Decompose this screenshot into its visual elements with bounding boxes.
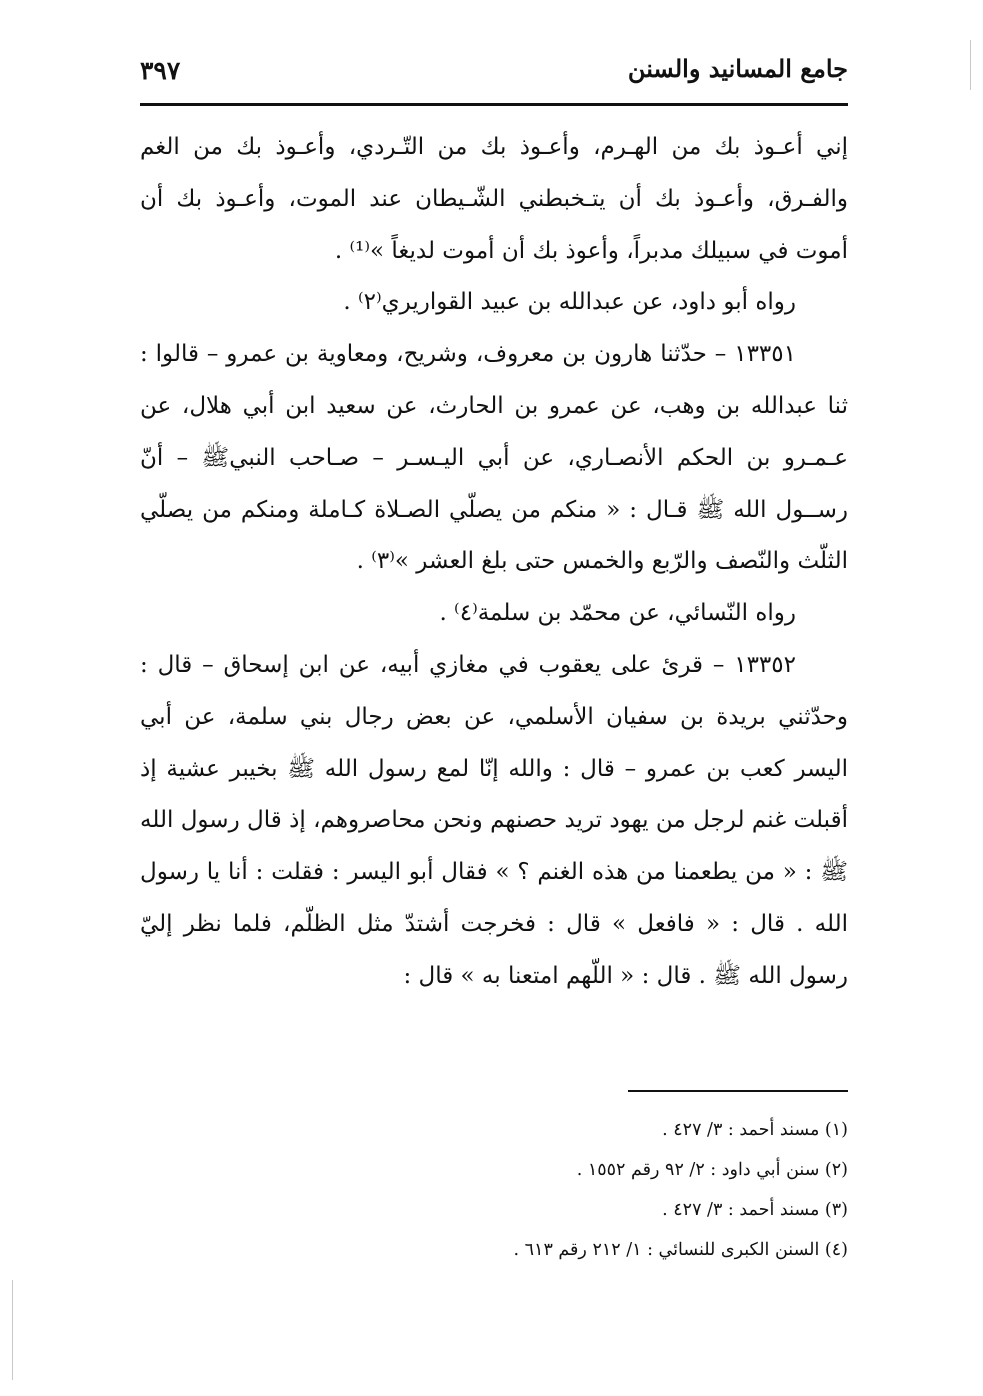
footnote-separator — [628, 1090, 848, 1092]
main-text — [140, 122, 848, 1003]
footnote-2: (٢) سنن أبي داود : ٢/ ٩٢ رقم ١٥٥٢ . — [576, 1160, 848, 1180]
footnote-3: (٣) مسند أحمد : ٣/ ٤٢٧ . — [662, 1200, 848, 1220]
paragraph-riwaya-abu-dawud: رواه أبو داود، عن عبدالله بن عبيد القواريري⁽٢⁾ . — [343, 289, 796, 316]
paragraph-hadith-13352: ١٣٣٥٢ – قرئ على يعقوب في مغازي أبيه، عن ابن إسحاق – قال : وحدّثني بريدة بن سفيان الأسلمي، عن بعض رجال بني سلمة، عن أبي اليسر كعب بن عمرو – قال : والله إنّا لمع رسول الله ﷺ بخيبر عشية إذ أقبلت غنم لرجل من يهود تريد حصنهم ونحن محاصروهم، إذ قال رسول الله ﷺ : « من يطعمنا من هذه الغنم ؟ » فقال أبو اليسر : فقلت : أنا يا رسول الله . قال : « فافعل » قال : فخرجت أشتدّ مثل الظلّم، فلما نظر إليّ رسول الله ﷺ . قال : « اللّهم امتعنا به » قال : — [140, 651, 848, 989]
paragraph-hadith-13351: ١٣٣٥١ – حدّثنا هارون بن معروف، وشريح، ومعاوية بن عمرو – قالوا : ثنا عبدالله بن وهب، عن عمرو بن الحارث، عن سعيد ابن أبي هلال، عن عـمـرو بن الحكم الأنصـاري، عن أبي اليـسـر – صـاحب النبيﷺ – أنّ رســول الله ﷺ قـال : « منكم من يصلّي الصـلاة كـاملة ومنكم من يصلّي الثلّث والنّصف والرّبع والخمس حتى بلغ العشر »⁽٣⁾ . — [140, 341, 848, 575]
paragraph-dua-continuation: إني أعـوذ بك من الهـرم، وأعـوذ بك من التّـردي، وأعـوذ بك من الغم والفـرق، وأعـوذ بك أن يتـخبطني الشّـيطان عند الموت، وأعـوذ بك أن أموت في سبيلك مدبراً، وأعوذ بك أن أموت لديغاً »⁽¹⁾ . — [140, 134, 848, 264]
scan-edge-mark — [970, 40, 971, 90]
footnote-4: (٤) السنن الكبرى للنسائي : ١/ ٢١٢ رقم ٦١٣ . — [513, 1240, 848, 1260]
running-header — [140, 44, 848, 96]
footnote-1: (١) مسند أحمد : ٣/ ٤٢٧ . — [662, 1120, 848, 1140]
footnotes — [140, 1110, 848, 1270]
paragraph-riwaya-nasai: رواه النّسائي، عن محمّد بن سلمة⁽٤⁾ . — [439, 600, 796, 627]
running-title: جامع المسانيد والسنن — [627, 54, 848, 83]
page-number: ٣٩٧ — [140, 56, 181, 85]
scan-edge-mark — [12, 1280, 13, 1380]
header-rule — [140, 103, 848, 106]
